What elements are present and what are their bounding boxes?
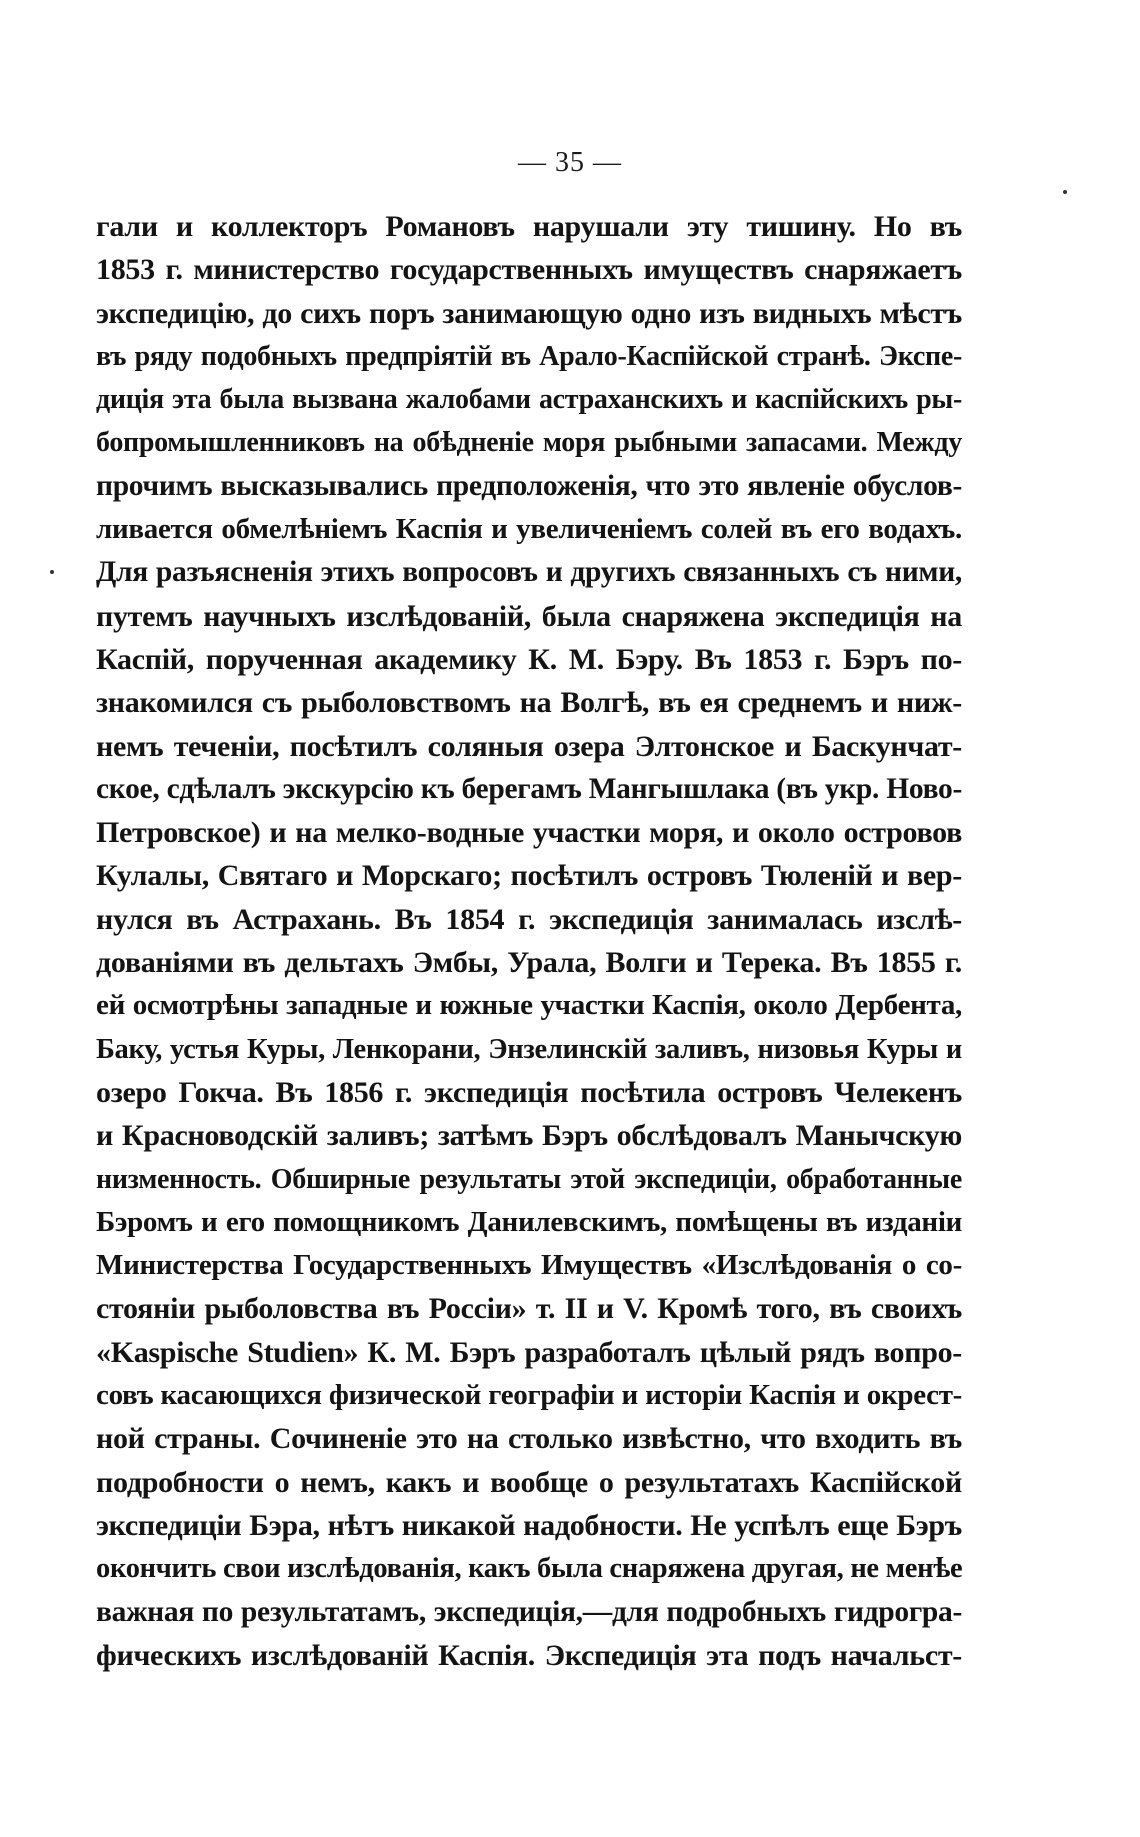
text-line: окончить свои изслѣдованія, какъ была снаряжена другая, не менѣе bbox=[96, 1553, 963, 1585]
text-line: путемъ научныхъ изслѣдованій, была снаряжена экспедиція на bbox=[96, 599, 962, 633]
text-line: Министерства Государственныхъ Имуществъ «Изслѣдованія о со- bbox=[96, 1249, 962, 1282]
text-line: Кулалы, Святаго и Морскаго; посѣтилъ островъ Тюленій и вер- bbox=[96, 859, 962, 893]
text-line: бопромышленниковъ на обѣдненіе моря рыбными запасами. Между bbox=[96, 427, 962, 459]
text-line: гали и коллекторъ Романовъ нарушали эту тишину. Но въ bbox=[96, 210, 962, 243]
text-line: 1853 г. министерство государственныхъ имуществъ снаряжаетъ bbox=[96, 253, 962, 287]
text-line: «Kaspische Studien» К. М. Бэръ разработалъ цѣлый рядъ вопро- bbox=[96, 1335, 962, 1369]
text-line: нулся въ Астрахань. Въ 1854 г. экспедиція занималась изслѣ- bbox=[96, 902, 962, 936]
text-line: прочимъ высказывались предположенія, что это явленіе обуслов- bbox=[96, 469, 962, 502]
scan-speck bbox=[50, 570, 54, 574]
text-line: фическихъ изслѣдованій Каспія. Экспедиція эта подъ начальст- bbox=[96, 1638, 962, 1672]
text-line: важная по результатамъ, экспедиція,—для подробныхъ гидрогра- bbox=[96, 1595, 962, 1628]
text-line: диція эта была вызвана жалобами астраханскихъ и каспійскихъ ры- bbox=[96, 384, 962, 416]
text-line: ливается обмелѣніемъ Каспія и увеличеніемъ солей въ его водахъ. bbox=[96, 513, 962, 546]
text-line: подробности о немъ, какъ и вообще о результатахъ Каспійской bbox=[96, 1465, 962, 1499]
text-line: ей осмотрѣны западные и южные участки Каспія, около Дербента, bbox=[96, 989, 962, 1022]
text-line: экспедицію, до сихъ поръ занимающую одно изъ видныхъ мѣстъ bbox=[96, 296, 962, 330]
text-line: ной страны. Сочиненіе это на столько извѣстно, что входить въ bbox=[96, 1422, 962, 1456]
scan-speck bbox=[1063, 190, 1067, 194]
text-line: знакомился съ рыболовствомъ на Волгѣ, въ ея среднемъ и ниж- bbox=[96, 686, 962, 720]
text-line: Для разъясненія этихъ вопросовъ и другихъ связанныхъ съ ними, bbox=[96, 556, 962, 589]
text-line: экспедиціи Бэра, нѣтъ никакой надобности. Не успѣлъ еще Бэръ bbox=[96, 1508, 962, 1542]
text-line: Каспій, порученная академику К. М. Бэру. Въ 1853 г. Бэръ по- bbox=[96, 642, 962, 676]
text-line: низменность. Обширные результаты этой экспедиціи, обработанные bbox=[96, 1163, 962, 1195]
text-line: стояніи рыболовства въ Россіи» т. II и V. Кромѣ того, въ своихъ bbox=[96, 1292, 962, 1326]
text-line: Бэромъ и его помощникомъ Данилевскимъ, помѣщены въ изданіи bbox=[96, 1205, 962, 1238]
page-number: — 35 — bbox=[518, 147, 622, 178]
text-line: озеро Гокча. Въ 1856 г. экспедиція посѣтила островъ Челекенъ bbox=[96, 1075, 962, 1109]
text-line: въ ряду подобныхъ предпріятій въ Арало-Каспійской странѣ. Экспе- bbox=[96, 340, 962, 372]
text-line: ское, сдѣлалъ экскурсію къ берегамъ Мангышлака (въ укр. Ново- bbox=[96, 772, 962, 805]
body-text bbox=[96, 205, 962, 1677]
text-line: Баку, устья Куры, Ленкорани, Энзелинскій заливъ, низовья Куры и bbox=[96, 1033, 962, 1065]
text-line: и Красноводскій заливъ; затѣмъ Бэръ обслѣдовалъ Манычскую bbox=[96, 1119, 962, 1153]
text-line: Петровское) и на мелко-водные участки моря, и около островов bbox=[96, 816, 962, 850]
text-line: немъ теченіи, посѣтилъ соляныя озера Элтонское и Баскунчат- bbox=[96, 729, 962, 763]
text-line: дованіями въ дельтахъ Эмбы, Урала, Волги и Терека. Въ 1855 г. bbox=[96, 946, 962, 980]
text-line: совъ касающихся физической географіи и исторіи Каспія и окрест- bbox=[96, 1379, 962, 1412]
